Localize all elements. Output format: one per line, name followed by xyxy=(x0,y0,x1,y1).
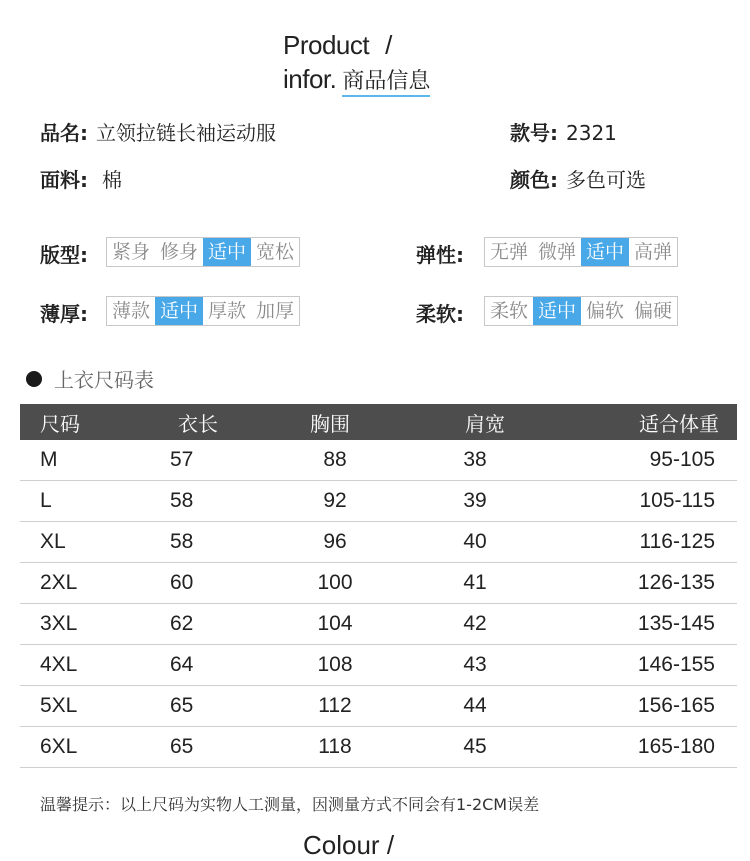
column-header-size: 尺码 xyxy=(40,411,80,436)
cell-shoulder: 42 xyxy=(463,612,487,635)
product-heading: Product / xyxy=(283,30,392,60)
cell-length: 58 xyxy=(170,530,194,553)
thickness-option: 加厚 xyxy=(256,300,295,322)
bullet-dot-icon xyxy=(26,371,42,387)
cell-size: 4XL xyxy=(40,653,78,676)
product-subheading: infor. 商品信息 xyxy=(283,64,430,97)
cell-chest: 108 xyxy=(317,653,353,676)
cell-weight: 135-145 xyxy=(637,612,715,635)
product-name-row: 品名: 立领拉链长袖运动服 xyxy=(40,121,276,145)
softness-option: 柔软 xyxy=(490,300,529,322)
cell-size: 6XL xyxy=(40,735,78,758)
cell-length: 65 xyxy=(170,735,194,758)
cell-length: 58 xyxy=(170,489,194,512)
fit-option: 适中 xyxy=(203,238,251,266)
cell-weight: 146-155 xyxy=(637,653,715,676)
size-table-header xyxy=(20,404,737,440)
thickness-option: 薄款 xyxy=(112,300,151,322)
cell-shoulder: 39 xyxy=(463,489,487,512)
cell-length: 60 xyxy=(170,571,194,594)
cell-weight: 126-135 xyxy=(637,571,715,594)
table-row xyxy=(20,727,737,768)
elasticity-options xyxy=(484,237,678,267)
colour-heading: Colour / xyxy=(303,830,395,860)
product-info-cn-title: 商品信息 xyxy=(342,69,430,97)
table-row xyxy=(20,522,737,563)
cell-size: L xyxy=(40,489,52,512)
thickness-option: 厚款 xyxy=(208,300,247,322)
fit-label: 版型: xyxy=(40,243,88,267)
cell-size: 3XL xyxy=(40,612,78,635)
table-row xyxy=(20,563,737,604)
cell-weight: 95-105 xyxy=(649,448,715,471)
elasticity-option: 高弹 xyxy=(634,241,673,263)
fit-option: 修身 xyxy=(160,241,199,263)
softness-option: 偏硬 xyxy=(634,300,673,322)
table-row xyxy=(20,686,737,727)
cell-chest: 112 xyxy=(318,694,352,717)
model-number-row: 款号: 2321 xyxy=(510,121,617,145)
cell-length: 62 xyxy=(170,612,194,635)
cell-chest: 100 xyxy=(317,571,353,594)
cell-size: XL xyxy=(40,530,66,553)
cell-chest: 104 xyxy=(317,612,353,635)
cell-shoulder: 43 xyxy=(463,653,487,676)
cell-size: 2XL xyxy=(40,571,78,594)
cell-length: 64 xyxy=(170,653,194,676)
cell-shoulder: 40 xyxy=(463,530,487,553)
cell-weight: 165-180 xyxy=(637,735,715,758)
column-header-chest: 胸围 xyxy=(310,411,350,436)
table-row xyxy=(20,604,737,645)
size-chart-section-header xyxy=(26,364,154,393)
thickness-label: 薄厚: xyxy=(40,302,88,326)
cell-length: 57 xyxy=(170,448,194,471)
fit-option: 紧身 xyxy=(112,241,151,263)
color-row: 颜色: 多色可选 xyxy=(510,168,646,192)
column-header-shoulder: 肩宽 xyxy=(465,411,505,436)
cell-shoulder: 44 xyxy=(463,694,487,717)
fabric-row: 面料: 棉 xyxy=(40,168,122,192)
cell-weight: 105-115 xyxy=(639,489,715,512)
size-table xyxy=(20,404,737,768)
cell-shoulder: 41 xyxy=(463,571,487,594)
thickness-options xyxy=(106,296,300,326)
fit-option: 宽松 xyxy=(256,241,295,263)
softness-label: 柔软: xyxy=(416,302,464,326)
column-header-weight: 适合体重 xyxy=(639,411,719,436)
table-row xyxy=(20,440,737,481)
thickness-option: 适中 xyxy=(155,297,203,325)
size-chart-title: 上衣尺码表 xyxy=(54,368,154,392)
table-row xyxy=(20,481,737,522)
cell-chest: 92 xyxy=(323,489,347,512)
elasticity-option: 适中 xyxy=(581,238,629,266)
measurement-note: 温馨提示：以上尺码为实物人工测量，因测量方式不同会有1-2CM误差 xyxy=(40,795,540,814)
table-row xyxy=(20,645,737,686)
softness-option: 偏软 xyxy=(586,300,625,322)
cell-shoulder: 38 xyxy=(463,448,487,471)
elasticity-option: 无弹 xyxy=(490,241,529,263)
cell-weight: 156-165 xyxy=(637,694,715,717)
softness-option: 适中 xyxy=(533,297,581,325)
cell-shoulder: 45 xyxy=(463,735,487,758)
cell-weight: 116-125 xyxy=(639,530,715,553)
cell-chest: 88 xyxy=(323,448,347,471)
elasticity-option: 微弹 xyxy=(538,241,577,263)
fit-options xyxy=(106,237,300,267)
column-header-length: 衣长 xyxy=(178,411,218,436)
softness-options xyxy=(484,296,678,326)
cell-length: 65 xyxy=(170,694,194,717)
cell-chest: 96 xyxy=(323,530,347,553)
cell-size: 5XL xyxy=(40,694,78,717)
cell-chest: 118 xyxy=(318,735,352,758)
cell-size: M xyxy=(40,448,58,471)
elasticity-label: 弹性: xyxy=(416,243,464,267)
